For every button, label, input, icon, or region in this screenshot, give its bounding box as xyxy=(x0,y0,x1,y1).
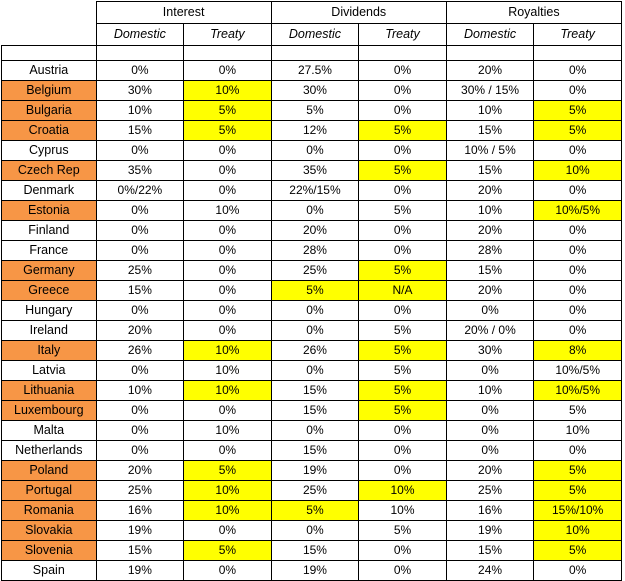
rate-cell: 0% xyxy=(534,181,622,201)
table-row xyxy=(2,381,622,401)
rate-cell: 15% xyxy=(271,381,359,401)
table-row xyxy=(2,441,622,461)
rate-cell: 0% xyxy=(359,61,447,81)
rate-cell: 0% xyxy=(184,241,272,261)
table-row xyxy=(2,341,622,361)
rate-cell: 0% xyxy=(359,181,447,201)
rate-cell: 35% xyxy=(96,161,184,181)
table-body xyxy=(2,61,622,581)
sub-header-royalties-treaty: Treaty xyxy=(534,24,622,46)
table-row xyxy=(2,201,622,221)
table-row xyxy=(2,181,622,201)
country-cell: Bulgaria xyxy=(2,101,97,121)
rate-cell: 25% xyxy=(271,261,359,281)
rate-cell: 16% xyxy=(96,501,184,521)
country-cell: France xyxy=(2,241,97,261)
country-cell: Spain xyxy=(2,561,97,581)
rate-cell: 12% xyxy=(271,121,359,141)
rate-cell: 5% xyxy=(534,101,622,121)
country-cell: Ireland xyxy=(2,321,97,341)
corner-cell xyxy=(2,2,97,24)
rate-cell: 10% xyxy=(96,101,184,121)
rate-cell: 24% xyxy=(446,561,534,581)
rate-cell: 0% xyxy=(96,241,184,261)
rate-cell: 0% xyxy=(534,301,622,321)
country-cell: Croatia xyxy=(2,121,97,141)
rate-cell: 20% xyxy=(271,221,359,241)
spacer-cell xyxy=(96,46,184,61)
rate-cell: 5% xyxy=(359,321,447,341)
rate-cell: 0% xyxy=(534,61,622,81)
rate-cell: 5% xyxy=(271,501,359,521)
rate-cell: 0% xyxy=(184,141,272,161)
rate-cell: 0% xyxy=(359,81,447,101)
rate-cell: 0% xyxy=(184,521,272,541)
group-header-royalties: Royalties xyxy=(446,2,621,24)
rate-cell: 15% xyxy=(96,121,184,141)
rate-cell: 20% xyxy=(446,461,534,481)
rate-cell: 20% xyxy=(446,281,534,301)
rate-cell: 15% xyxy=(271,541,359,561)
rate-cell: 10% xyxy=(184,421,272,441)
country-cell: Czech Rep xyxy=(2,161,97,181)
rate-cell: 15% xyxy=(446,261,534,281)
rate-cell: 25% xyxy=(446,481,534,501)
country-cell: Luxembourg xyxy=(2,401,97,421)
rate-cell: 25% xyxy=(96,261,184,281)
rate-cell: 0% xyxy=(184,181,272,201)
rate-cell: 16% xyxy=(446,501,534,521)
rate-cell: 0% xyxy=(359,241,447,261)
rate-cell: 20% xyxy=(96,461,184,481)
rate-cell: 5% xyxy=(184,541,272,561)
country-cell: Hungary xyxy=(2,301,97,321)
country-cell: Poland xyxy=(2,461,97,481)
rate-cell: 10% xyxy=(446,101,534,121)
rate-cell: 0% xyxy=(271,141,359,161)
table-row xyxy=(2,501,622,521)
rate-cell: 0% xyxy=(184,261,272,281)
table-row xyxy=(2,361,622,381)
rate-cell: 0% xyxy=(446,421,534,441)
rate-cell: 0% xyxy=(534,141,622,161)
country-cell: Netherlands xyxy=(2,441,97,461)
country-cell: Estonia xyxy=(2,201,97,221)
sub-header-royalties-domestic: Domestic xyxy=(446,24,534,46)
group-header-dividends: Dividends xyxy=(271,2,446,24)
table-row xyxy=(2,321,622,341)
rate-cell: 5% xyxy=(359,401,447,421)
rate-cell: 25% xyxy=(271,481,359,501)
rate-cell: 15%/10% xyxy=(534,501,622,521)
rate-cell: 20% xyxy=(446,181,534,201)
rate-cell: 0%/22% xyxy=(96,181,184,201)
rate-cell: 10% xyxy=(359,481,447,501)
table-row xyxy=(2,461,622,481)
rate-cell: 28% xyxy=(271,241,359,261)
rate-cell: 0% xyxy=(184,321,272,341)
rate-cell: 15% xyxy=(446,541,534,561)
rate-cell: 25% xyxy=(96,481,184,501)
rate-cell: 0% xyxy=(96,301,184,321)
country-cell: Denmark xyxy=(2,181,97,201)
rate-cell: 5% xyxy=(534,461,622,481)
sub-header-interest-domestic: Domestic xyxy=(96,24,184,46)
rate-cell: 5% xyxy=(534,121,622,141)
rate-cell: 19% xyxy=(96,521,184,541)
country-cell: Greece xyxy=(2,281,97,301)
table-row xyxy=(2,261,622,281)
rate-cell: 10%/5% xyxy=(534,361,622,381)
rate-cell: 15% xyxy=(271,441,359,461)
table-row xyxy=(2,141,622,161)
rate-cell: 19% xyxy=(96,561,184,581)
rate-cell: 10%/5% xyxy=(534,381,622,401)
rate-cell: 0% xyxy=(446,441,534,461)
rate-cell: 0% xyxy=(96,441,184,461)
withholding-tax-table-sheet xyxy=(0,1,625,577)
rate-cell: 0% xyxy=(359,541,447,561)
rate-cell: 0% xyxy=(359,561,447,581)
spacer-cell xyxy=(271,46,359,61)
table-row xyxy=(2,61,622,81)
rate-cell: 30% xyxy=(271,81,359,101)
rate-cell: 19% xyxy=(446,521,534,541)
country-cell: Austria xyxy=(2,61,97,81)
spacer-cell xyxy=(184,46,272,61)
rate-cell: 0% xyxy=(96,401,184,421)
rate-cell: 10% xyxy=(184,481,272,501)
rate-cell: 0% xyxy=(271,321,359,341)
rate-cell: 10% xyxy=(96,381,184,401)
rate-cell: 10% xyxy=(446,201,534,221)
rate-cell: 20% xyxy=(446,61,534,81)
rate-cell: 10% xyxy=(446,381,534,401)
rate-cell: 5% xyxy=(534,481,622,501)
country-cell: Germany xyxy=(2,261,97,281)
sub-header-dividends-treaty: Treaty xyxy=(359,24,447,46)
country-cell: Belgium xyxy=(2,81,97,101)
rate-cell: 5% xyxy=(359,161,447,181)
rate-cell: 0% xyxy=(446,301,534,321)
rate-cell: 5% xyxy=(534,541,622,561)
rate-cell: 0% xyxy=(359,421,447,441)
rate-cell: 0% xyxy=(96,361,184,381)
rate-cell: 0% xyxy=(96,421,184,441)
rate-cell: 15% xyxy=(96,541,184,561)
rate-cell: 0% xyxy=(359,101,447,121)
table-row xyxy=(2,241,622,261)
rate-cell: 10% xyxy=(534,521,622,541)
rate-cell: 0% xyxy=(446,401,534,421)
rate-cell: 0% xyxy=(184,281,272,301)
rate-cell: 5% xyxy=(271,101,359,121)
rate-cell: 0% xyxy=(271,301,359,321)
rate-cell: 26% xyxy=(271,341,359,361)
table-row xyxy=(2,561,622,581)
rate-cell: 0% xyxy=(184,441,272,461)
country-cell: Malta xyxy=(2,421,97,441)
rate-cell: 0% xyxy=(96,61,184,81)
rate-cell: 22%/15% xyxy=(271,181,359,201)
rate-cell: 5% xyxy=(359,521,447,541)
rate-cell: 20% xyxy=(96,321,184,341)
rate-cell: 20% xyxy=(446,221,534,241)
rate-cell: 0% xyxy=(96,141,184,161)
rate-cell: 10% xyxy=(184,201,272,221)
spacer-cell xyxy=(359,46,447,61)
rate-cell: 10% xyxy=(184,341,272,361)
table-row xyxy=(2,81,622,101)
rate-cell: 5% xyxy=(534,401,622,421)
rate-cell: N/A xyxy=(359,281,447,301)
rate-cell: 26% xyxy=(96,341,184,361)
sub-header-row xyxy=(2,24,622,46)
rate-cell: 0% xyxy=(271,201,359,221)
table-row xyxy=(2,121,622,141)
rate-cell: 0% xyxy=(96,221,184,241)
spacer-cell xyxy=(2,46,97,61)
rate-cell: 0% xyxy=(359,221,447,241)
rate-cell: 5% xyxy=(184,121,272,141)
table-row xyxy=(2,281,622,301)
rate-cell: 0% xyxy=(184,301,272,321)
rate-cell: 5% xyxy=(359,381,447,401)
rate-cell: 20% / 0% xyxy=(446,321,534,341)
rate-cell: 0% xyxy=(534,561,622,581)
rate-cell: 0% xyxy=(359,141,447,161)
rate-cell: 10% xyxy=(184,381,272,401)
rate-cell: 10% xyxy=(184,361,272,381)
rate-cell: 0% xyxy=(96,201,184,221)
table-row xyxy=(2,161,622,181)
country-cell: Portugal xyxy=(2,481,97,501)
spacer-cell xyxy=(446,46,534,61)
rate-cell: 5% xyxy=(184,101,272,121)
rate-cell: 0% xyxy=(184,161,272,181)
rate-cell: 15% xyxy=(271,401,359,421)
rate-cell: 10% xyxy=(359,501,447,521)
rate-cell: 5% xyxy=(359,121,447,141)
rate-cell: 8% xyxy=(534,341,622,361)
rate-cell: 0% xyxy=(359,301,447,321)
sub-header-interest-treaty: Treaty xyxy=(184,24,272,46)
rate-cell: 28% xyxy=(446,241,534,261)
rate-cell: 19% xyxy=(271,461,359,481)
rate-cell: 0% xyxy=(271,421,359,441)
rate-cell: 15% xyxy=(446,121,534,141)
rate-cell: 15% xyxy=(96,281,184,301)
rate-cell: 0% xyxy=(271,361,359,381)
rate-cell: 10% xyxy=(184,81,272,101)
rate-cell: 0% xyxy=(534,261,622,281)
rate-cell: 0% xyxy=(184,401,272,421)
withholding-tax-table xyxy=(1,1,622,581)
rate-cell: 0% xyxy=(271,521,359,541)
rate-cell: 10%/5% xyxy=(534,201,622,221)
rate-cell: 0% xyxy=(184,221,272,241)
group-header-row xyxy=(2,2,622,24)
rate-cell: 0% xyxy=(534,241,622,261)
country-cell: Finland xyxy=(2,221,97,241)
country-cell: Latvia xyxy=(2,361,97,381)
rate-cell: 10% xyxy=(534,161,622,181)
corner-cell-2 xyxy=(2,24,97,46)
rate-cell: 5% xyxy=(359,261,447,281)
rate-cell: 0% xyxy=(534,321,622,341)
sub-header-dividends-domestic: Domestic xyxy=(271,24,359,46)
rate-cell: 27.5% xyxy=(271,61,359,81)
table-row xyxy=(2,481,622,501)
country-cell: Lithuania xyxy=(2,381,97,401)
rate-cell: 0% xyxy=(534,441,622,461)
rate-cell: 0% xyxy=(184,61,272,81)
rate-cell: 30% xyxy=(446,341,534,361)
rate-cell: 0% xyxy=(359,461,447,481)
rate-cell: 0% xyxy=(184,561,272,581)
rate-cell: 10% xyxy=(184,501,272,521)
spacer-row xyxy=(2,46,622,61)
rate-cell: 19% xyxy=(271,561,359,581)
group-header-interest: Interest xyxy=(96,2,271,24)
table-row xyxy=(2,541,622,561)
rate-cell: 10% xyxy=(534,421,622,441)
rate-cell: 30% xyxy=(96,81,184,101)
rate-cell: 5% xyxy=(184,461,272,481)
table-row xyxy=(2,101,622,121)
table-row xyxy=(2,301,622,321)
rate-cell: 0% xyxy=(446,361,534,381)
rate-cell: 10% / 5% xyxy=(446,141,534,161)
rate-cell: 0% xyxy=(534,221,622,241)
country-cell: Romania xyxy=(2,501,97,521)
country-cell: Italy xyxy=(2,341,97,361)
rate-cell: 5% xyxy=(359,341,447,361)
country-cell: Slovakia xyxy=(2,521,97,541)
rate-cell: 5% xyxy=(271,281,359,301)
spacer-cell xyxy=(534,46,622,61)
country-cell: Cyprus xyxy=(2,141,97,161)
rate-cell: 35% xyxy=(271,161,359,181)
country-cell: Slovenia xyxy=(2,541,97,561)
rate-cell: 0% xyxy=(534,81,622,101)
table-row xyxy=(2,221,622,241)
table-row xyxy=(2,521,622,541)
table-header xyxy=(2,2,622,61)
rate-cell: 0% xyxy=(359,441,447,461)
rate-cell: 0% xyxy=(534,281,622,301)
rate-cell: 15% xyxy=(446,161,534,181)
rate-cell: 5% xyxy=(359,361,447,381)
table-row xyxy=(2,401,622,421)
rate-cell: 5% xyxy=(359,201,447,221)
rate-cell: 30% / 15% xyxy=(446,81,534,101)
table-row xyxy=(2,421,622,441)
